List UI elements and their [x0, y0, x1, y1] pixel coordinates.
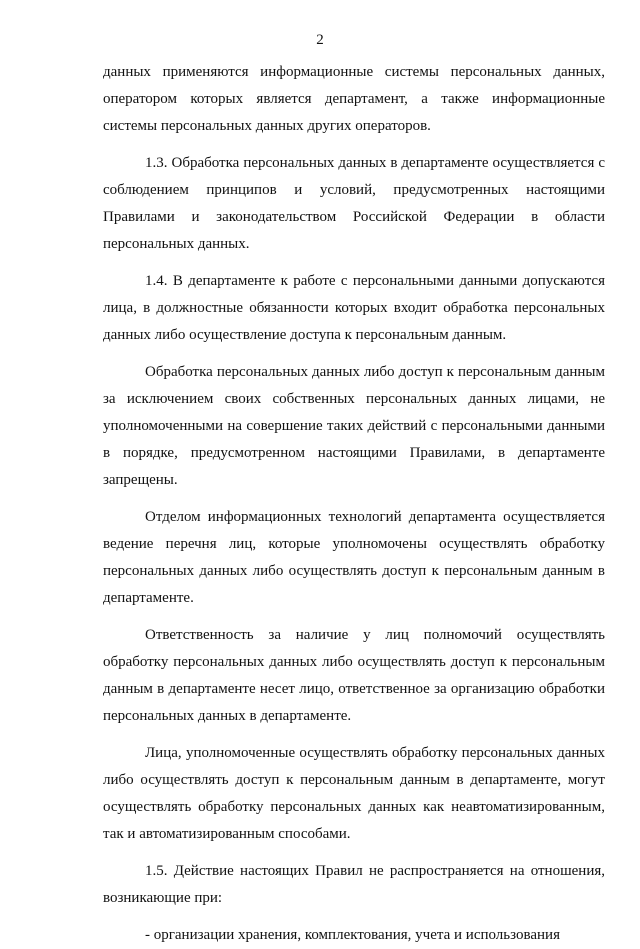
paragraph-1-3: 1.3. Обработка персональных данных в департаменте осуществляется с соблюдением принципов и условий, предусмотренных настоящими Правилами и законодательством Российской Федерации в области персональных данных. [103, 155, 605, 252]
paragraph-processing-methods: Лица, уполномоченные осуществлять обработку персональных данных либо осуществлять доступ к персональным данным в департаменте, могут осуществлять обработку персональных данных как неавтоматизированным, так и автоматизированным способами. [103, 745, 605, 842]
paragraph-it-department-list: Отделом информационных технологий департамента осуществляется ведение перечня лиц, которые уполномочены осуществлять обработку персональных данных либо осуществлять доступ к персональным данным в департаменте. [103, 509, 605, 606]
paragraph-responsibility: Ответственность за наличие у лиц полномочий осуществлять обработку персональных данных либо осуществлять доступ к персональным данным в департаменте несет лицо, ответственное за организацию обработки персональных данных в департаменте. [103, 627, 605, 724]
paragraph-1-5: 1.5. Действие настоящих Правил не распространяется на отношения, возникающие при: [103, 863, 605, 906]
document-body [103, 59, 605, 949]
paragraph-continuation: данных применяются информационные системы персональных данных, оператором которых является департамент, а также информационные системы персональных данных других операторов. [103, 64, 605, 134]
page-number: 2 [316, 32, 324, 48]
list-item-archives: - организации хранения, комплектования, учета и использования [145, 927, 560, 943]
paragraph-1-4: 1.4. В департаменте к работе с персональными данными допускаются лица, в должностные обязанности которых входит обработка персональных данных либо осуществление доступа к персональным данным. [103, 273, 605, 343]
paragraph-access-prohibited: Обработка персональных данных либо доступ к персональным данным за исключением своих собственных персональных данных лицами, не уполномоченными на совершение таких действий с персональными данными в порядке, предусмотренном настоящими Правилами, в департаменте запрещены. [103, 364, 605, 488]
